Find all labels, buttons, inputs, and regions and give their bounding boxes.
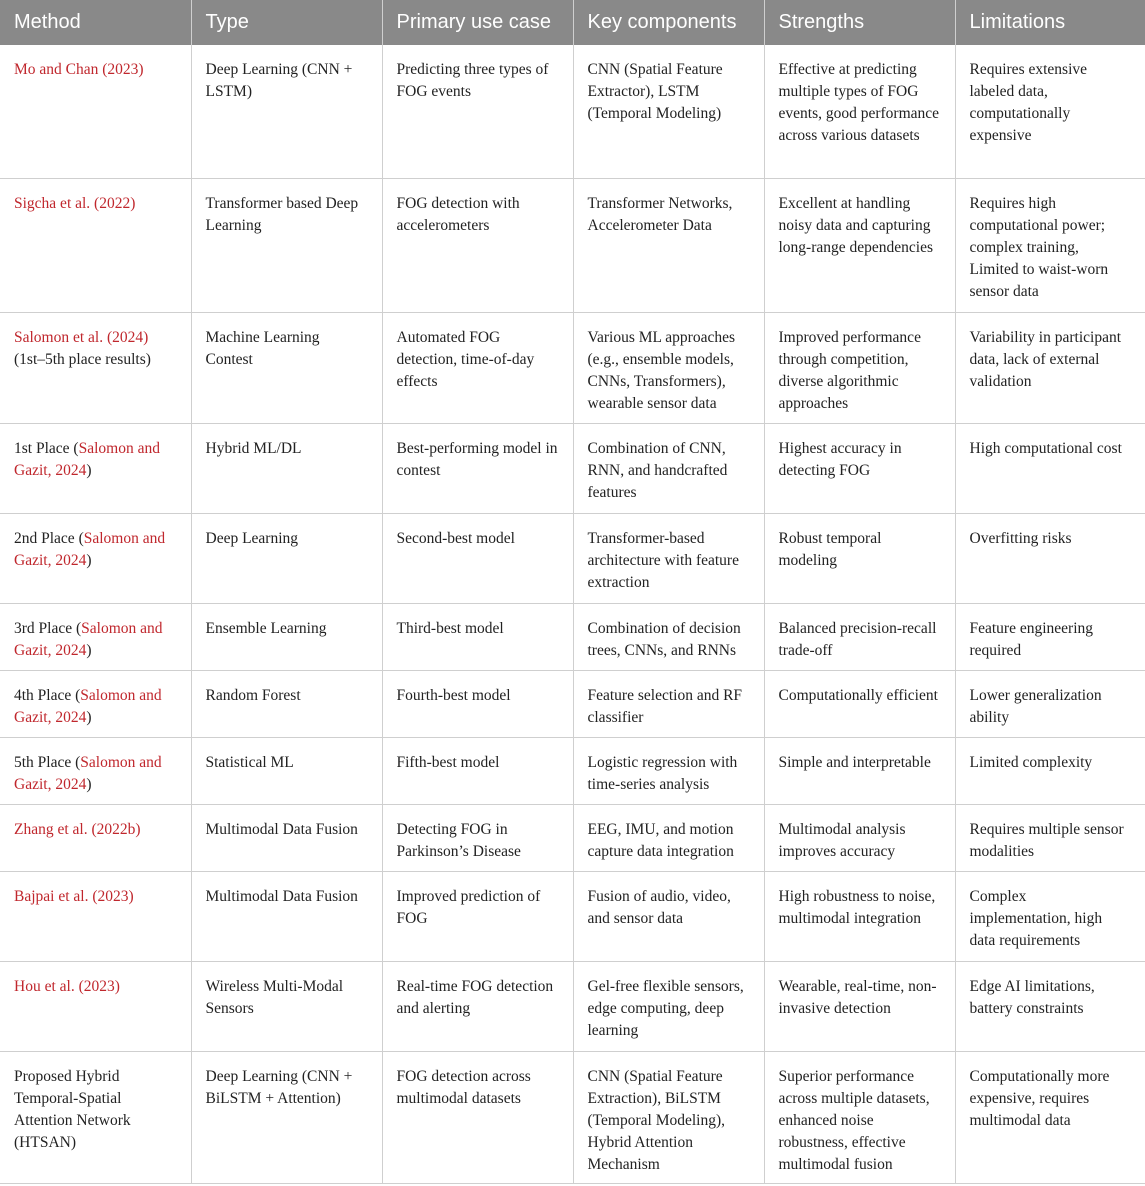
cell-type: Statistical ML bbox=[191, 737, 382, 804]
cell-limitations: High computational cost bbox=[955, 423, 1145, 513]
cell-components: EEG, IMU, and motion capture data integration bbox=[573, 804, 764, 871]
table-row bbox=[0, 1051, 1145, 1183]
cell-type: Random Forest bbox=[191, 670, 382, 737]
cell-limitations: Feature engineering required bbox=[955, 603, 1145, 670]
cell-limitations: Limited complexity bbox=[955, 737, 1145, 804]
reference-link[interactable]: Salomon et al. (2024) bbox=[14, 328, 149, 346]
cell-type: Ensemble Learning bbox=[191, 603, 382, 670]
cell-components: Transformer Networks, Accelerometer Data bbox=[573, 178, 764, 312]
cell-limitations: Complex implementation, high data requirements bbox=[955, 871, 1145, 961]
cell-components: Various ML approaches (e.g., ensemble models, CNNs, Transformers), wearable sensor data bbox=[573, 312, 764, 423]
cell-method bbox=[0, 804, 191, 871]
cell-method bbox=[0, 45, 191, 178]
cell-limitations: Requires multiple sensor modalities bbox=[955, 804, 1145, 871]
header-row bbox=[0, 0, 1145, 45]
cell-use-case: Fifth-best model bbox=[382, 737, 573, 804]
header-key-components: Key components bbox=[573, 0, 764, 45]
cell-components: Logistic regression with time-series analysis bbox=[573, 737, 764, 804]
cell-type: Wireless Multi-Modal Sensors bbox=[191, 961, 382, 1051]
cell-limitations: Computationally more expensive, requires multimodal data bbox=[955, 1051, 1145, 1183]
reference-link[interactable]: Zhang et al. (2022b) bbox=[14, 820, 141, 838]
cell-type: Multimodal Data Fusion bbox=[191, 804, 382, 871]
cell-method bbox=[0, 603, 191, 670]
cell-strengths: Superior performance across multiple datasets, enhanced noise robustness, effective multimodal fusion bbox=[764, 1051, 955, 1183]
cell-strengths: Effective at predicting multiple types of FOG events, good performance across various datasets bbox=[764, 45, 955, 178]
cell-limitations: Overfitting risks bbox=[955, 513, 1145, 603]
method-prefix: Proposed Hybrid Temporal-Spatial Attention Network (HTSAN) bbox=[14, 1067, 131, 1151]
cell-type: Deep Learning (CNN + LSTM) bbox=[191, 45, 382, 178]
cell-components: Gel-free flexible sensors, edge computing, deep learning bbox=[573, 961, 764, 1051]
method-suffix: ) bbox=[86, 641, 92, 659]
cell-use-case: FOG detection across multimodal datasets bbox=[382, 1051, 573, 1183]
cell-use-case: Fourth-best model bbox=[382, 670, 573, 737]
method-suffix: (1st–5th place results) bbox=[14, 350, 151, 368]
cell-components: CNN (Spatial Feature Extraction), BiLSTM (Temporal Modeling), Hybrid Attention Mechanism bbox=[573, 1051, 764, 1183]
method-prefix: 4th Place ( bbox=[14, 686, 81, 704]
method-prefix: 1st Place ( bbox=[14, 439, 79, 457]
cell-strengths: Balanced precision-recall trade-off bbox=[764, 603, 955, 670]
reference-link[interactable]: Mo and Chan (2023) bbox=[14, 61, 144, 78]
table-row bbox=[0, 423, 1145, 513]
table-row bbox=[0, 312, 1145, 423]
cell-use-case: Second-best model bbox=[382, 513, 573, 603]
cell-limitations: Edge AI limitations, battery constraints bbox=[955, 961, 1145, 1051]
cell-strengths: Multimodal analysis improves accuracy bbox=[764, 804, 955, 871]
table-row bbox=[0, 513, 1145, 603]
table-row bbox=[0, 45, 1145, 178]
reference-link[interactable]: Sigcha et al. (2022) bbox=[14, 194, 136, 212]
cell-method bbox=[0, 737, 191, 804]
reference-link[interactable]: Salomon and Gazit, 2024 bbox=[14, 753, 162, 793]
cell-method bbox=[0, 312, 191, 423]
reference-link[interactable]: Salomon and Gazit, 2024 bbox=[14, 619, 163, 659]
cell-components: Fusion of audio, video, and sensor data bbox=[573, 871, 764, 961]
table-row bbox=[0, 670, 1145, 737]
cell-use-case: Improved prediction of FOG bbox=[382, 871, 573, 961]
cell-method bbox=[0, 178, 191, 312]
cell-strengths: Highest accuracy in detecting FOG bbox=[764, 423, 955, 513]
cell-components: Feature selection and RF classifier bbox=[573, 670, 764, 737]
table-row bbox=[0, 804, 1145, 871]
cell-limitations: Variability in participant data, lack of external validation bbox=[955, 312, 1145, 423]
table-header bbox=[0, 0, 1145, 45]
cell-components: Combination of CNN, RNN, and handcrafted features bbox=[573, 423, 764, 513]
reference-link[interactable]: Hou et al. (2023) bbox=[14, 977, 120, 995]
cell-type: Hybrid ML/DL bbox=[191, 423, 382, 513]
cell-components: Combination of decision trees, CNNs, and RNNs bbox=[573, 603, 764, 670]
method-suffix: ) bbox=[86, 708, 92, 726]
reference-link[interactable]: Salomon and Gazit, 2024 bbox=[14, 439, 160, 479]
table-row bbox=[0, 737, 1145, 804]
method-suffix: ) bbox=[86, 551, 92, 569]
cell-use-case: Best-performing model in contest bbox=[382, 423, 573, 513]
cell-use-case: Automated FOG detection, time-of-day effects bbox=[382, 312, 573, 423]
header-type: Type bbox=[191, 0, 382, 45]
cell-type: Transformer based Deep Learning bbox=[191, 178, 382, 312]
cell-use-case: Third-best model bbox=[382, 603, 573, 670]
cell-strengths: High robustness to noise, multimodal integration bbox=[764, 871, 955, 961]
cell-strengths: Improved performance through competition, diverse algorithmic approaches bbox=[764, 312, 955, 423]
cell-use-case: Predicting three types of FOG events bbox=[382, 45, 573, 178]
cell-strengths: Excellent at handling noisy data and capturing long-range dependencies bbox=[764, 178, 955, 312]
method-suffix: ) bbox=[86, 461, 92, 479]
cell-type: Machine Learning Contest bbox=[191, 312, 382, 423]
cell-method bbox=[0, 961, 191, 1051]
cell-method bbox=[0, 423, 191, 513]
table-row bbox=[0, 178, 1145, 312]
table-row bbox=[0, 603, 1145, 670]
cell-use-case: Detecting FOG in Parkinson’s Disease bbox=[382, 804, 573, 871]
table-row bbox=[0, 871, 1145, 961]
cell-components: CNN (Spatial Feature Extractor), LSTM (Temporal Modeling) bbox=[573, 45, 764, 178]
cell-strengths: Simple and interpretable bbox=[764, 737, 955, 804]
cell-method bbox=[0, 670, 191, 737]
cell-use-case: Real-time FOG detection and alerting bbox=[382, 961, 573, 1051]
header-primary-use-case: Primary use case bbox=[382, 0, 573, 45]
method-suffix: ) bbox=[86, 775, 92, 793]
reference-link[interactable]: Salomon and Gazit, 2024 bbox=[14, 686, 162, 726]
cell-method bbox=[0, 871, 191, 961]
reference-link[interactable]: Bajpai et al. (2023) bbox=[14, 887, 134, 905]
reference-link[interactable]: Salomon and Gazit, 2024 bbox=[14, 529, 166, 569]
cell-type: Deep Learning (CNN + BiLSTM + Attention) bbox=[191, 1051, 382, 1183]
cell-use-case: FOG detection with accelerometers bbox=[382, 178, 573, 312]
cell-strengths: Computationally efficient bbox=[764, 670, 955, 737]
table-row bbox=[0, 961, 1145, 1051]
method-prefix: 3rd Place ( bbox=[14, 619, 82, 637]
header-method: Method bbox=[0, 0, 191, 45]
header-strengths: Strengths bbox=[764, 0, 955, 45]
cell-type: Multimodal Data Fusion bbox=[191, 871, 382, 961]
method-prefix: 5th Place ( bbox=[14, 753, 81, 771]
cell-strengths: Wearable, real-time, non-invasive detection bbox=[764, 961, 955, 1051]
cell-limitations: Requires high computational power; complex training, Limited to waist-worn sensor data bbox=[955, 178, 1145, 312]
cell-strengths: Robust temporal modeling bbox=[764, 513, 955, 603]
cell-type: Deep Learning bbox=[191, 513, 382, 603]
cell-method bbox=[0, 513, 191, 603]
header-limitations: Limitations bbox=[955, 0, 1145, 45]
cell-components: Transformer-based architecture with feature extraction bbox=[573, 513, 764, 603]
cell-method bbox=[0, 1051, 191, 1183]
cell-limitations: Requires extensive labeled data, computationally expensive bbox=[955, 45, 1145, 178]
method-prefix: 2nd Place ( bbox=[14, 529, 84, 547]
cell-limitations: Lower generalization ability bbox=[955, 670, 1145, 737]
